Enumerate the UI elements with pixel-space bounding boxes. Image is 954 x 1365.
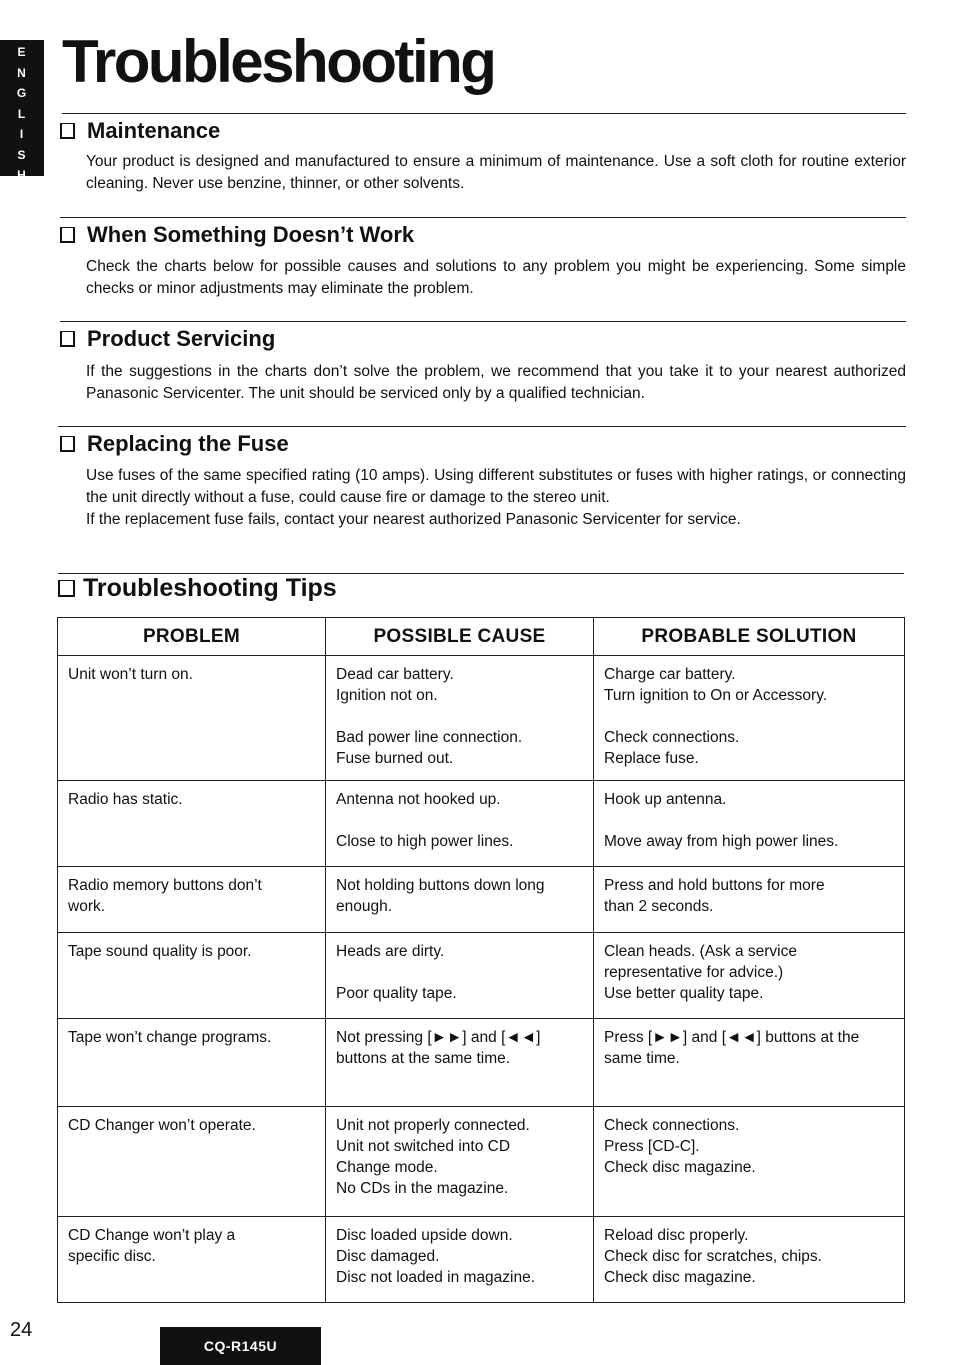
cause-cell bbox=[326, 1107, 594, 1217]
solution-cell bbox=[594, 933, 905, 1019]
problem-text: Tape sound quality is poor. bbox=[68, 943, 252, 960]
solution-text: Use better quality tape. bbox=[604, 985, 764, 1002]
language-letter: S bbox=[17, 147, 27, 162]
section-divider bbox=[58, 426, 906, 427]
solution-cell bbox=[594, 781, 905, 867]
solution-cell bbox=[594, 1217, 905, 1303]
solution-text: Turn ignition to On or Accessory. bbox=[604, 687, 828, 704]
problem-cell bbox=[58, 781, 326, 867]
problem-cell bbox=[58, 867, 326, 933]
solution-text: Move away from high power lines. bbox=[604, 833, 839, 850]
maintenance-heading-text: Maintenance bbox=[87, 118, 221, 143]
solution-text: Check disc magazine. bbox=[604, 1159, 756, 1176]
problem-text: Radio memory buttons don’t bbox=[68, 877, 262, 894]
solution-cell bbox=[594, 1107, 905, 1217]
table-row bbox=[58, 1217, 905, 1303]
troubleshooting-tips-heading-text: Troubleshooting Tips bbox=[83, 574, 337, 602]
solution-cell bbox=[594, 656, 905, 781]
problem-cell bbox=[58, 656, 326, 781]
replacing-the-fuse-heading-text: Replacing the Fuse bbox=[87, 431, 289, 456]
language-tab bbox=[0, 40, 44, 182]
table-row bbox=[58, 781, 905, 867]
table-row bbox=[58, 1107, 905, 1217]
troubleshooting-tips-heading bbox=[58, 574, 337, 603]
cause-text: No CDs in the magazine. bbox=[336, 1180, 509, 1197]
problem-cell bbox=[58, 1107, 326, 1217]
language-letter: I bbox=[19, 127, 25, 141]
cause-text: Ignition not on. bbox=[336, 687, 438, 704]
cause-text: Close to high power lines. bbox=[336, 833, 514, 850]
solution-text: Replace fuse. bbox=[604, 750, 699, 767]
cause-text: Not holding buttons down long bbox=[336, 877, 545, 894]
cause-text: Fuse burned out. bbox=[336, 750, 454, 767]
solution-text: Check disc magazine. bbox=[604, 1269, 756, 1286]
checkbox-square-icon bbox=[60, 436, 75, 452]
replacing-the-fuse-body-note: If the replacement fuse fails, contact your nearest authorized Panasonic Servicenter for service. bbox=[86, 511, 741, 528]
maintenance-heading bbox=[60, 118, 220, 144]
table-row bbox=[58, 867, 905, 933]
problem-text: Radio has static. bbox=[68, 791, 183, 808]
solution-text: Press [►►] and [◄◄] buttons at the bbox=[604, 1029, 860, 1046]
section-divider bbox=[60, 217, 906, 218]
language-letter: E bbox=[17, 45, 27, 59]
cause-text: enough. bbox=[336, 898, 393, 915]
problem-cell bbox=[58, 1217, 326, 1303]
table-header-row bbox=[58, 618, 905, 656]
checkbox-square-icon bbox=[58, 580, 75, 597]
model-badge: CQ-R145U bbox=[160, 1327, 321, 1365]
problem-text: Tape won’t change programs. bbox=[68, 1029, 272, 1046]
language-letter: G bbox=[16, 86, 28, 100]
column-header-probable-solution: PROBABLE SOLUTION bbox=[594, 618, 905, 656]
solution-text: Reload disc properly. bbox=[604, 1227, 749, 1244]
solution-text: Clean heads. (Ask a service bbox=[604, 943, 797, 960]
product-servicing-heading-text: Product Servicing bbox=[87, 326, 276, 351]
problem-cell bbox=[58, 933, 326, 1019]
when-something-doesnt-work-body: Check the charts below for possible causes and solutions to any problem you might be experiencing. Some simple checks or minor adjustments may eliminate the problem. bbox=[86, 258, 906, 297]
checkbox-square-icon bbox=[60, 331, 75, 347]
cause-text: Bad power line connection. bbox=[336, 729, 523, 746]
column-header-possible-cause: POSSIBLE CAUSE bbox=[326, 618, 594, 656]
cause-text: buttons at the same time. bbox=[336, 1050, 511, 1067]
checkbox-square-icon bbox=[60, 227, 75, 243]
problem-text: work. bbox=[68, 898, 106, 915]
solution-text: Press and hold buttons for more bbox=[604, 877, 825, 894]
solution-text: Charge car battery. bbox=[604, 666, 736, 683]
cause-text: Unit not switched into CD bbox=[336, 1138, 511, 1155]
table-row bbox=[58, 1019, 905, 1107]
solution-text: same time. bbox=[604, 1050, 680, 1067]
cause-text: Disc damaged. bbox=[336, 1248, 440, 1265]
language-letter: N bbox=[17, 65, 27, 80]
column-header-problem: PROBLEM bbox=[58, 618, 326, 656]
cause-text: Disc loaded upside down. bbox=[336, 1227, 513, 1244]
cause-cell bbox=[326, 1217, 594, 1303]
cause-cell bbox=[326, 1019, 594, 1107]
cause-text: Not pressing [►►] and [◄◄] bbox=[336, 1029, 541, 1046]
cause-cell bbox=[326, 781, 594, 867]
table-row bbox=[58, 656, 905, 781]
cause-text: Change mode. bbox=[336, 1159, 438, 1176]
cause-text: Heads are dirty. bbox=[336, 943, 445, 960]
solution-text: Hook up antenna. bbox=[604, 791, 727, 808]
problem-text: specific disc. bbox=[68, 1248, 156, 1265]
problem-text: CD Changer won’t operate. bbox=[68, 1117, 256, 1134]
product-servicing-heading bbox=[60, 326, 275, 352]
table-row bbox=[58, 933, 905, 1019]
section-divider bbox=[62, 113, 906, 114]
cause-cell bbox=[326, 933, 594, 1019]
solution-cell bbox=[594, 867, 905, 933]
solution-text: Check disc for scratches, chips. bbox=[604, 1248, 822, 1265]
language-letter: H bbox=[17, 168, 27, 182]
cause-cell bbox=[326, 656, 594, 781]
solution-text: Press [CD-C]. bbox=[604, 1138, 700, 1155]
problem-text: Unit won’t turn on. bbox=[68, 666, 193, 683]
section-divider bbox=[60, 321, 906, 322]
cause-text: Dead car battery. bbox=[336, 666, 454, 683]
page-title: Troubleshooting bbox=[62, 28, 495, 95]
replacing-the-fuse-heading bbox=[60, 431, 289, 457]
product-servicing-body: If the suggestions in the charts don’t solve the problem, we recommend that you take it to your nearest authorized Panasonic Servicenter. The unit should be serviced only by a qualified technician. bbox=[86, 363, 906, 402]
cause-text: Unit not properly connected. bbox=[336, 1117, 530, 1134]
solution-text: than 2 seconds. bbox=[604, 898, 714, 915]
troubleshooting-table bbox=[57, 617, 905, 1303]
problem-cell bbox=[58, 1019, 326, 1107]
checkbox-square-icon bbox=[60, 123, 75, 139]
problem-text: CD Change won’t play a bbox=[68, 1227, 236, 1244]
when-something-doesnt-work-heading bbox=[60, 222, 414, 248]
replacing-the-fuse-body: Use fuses of the same specified rating (10 amps). Using different substitutes or fuses with higher ratings, or connecting the unit directly without a fuse, could cause fire or damage to the stereo unit. bbox=[86, 467, 906, 506]
page-number: 24 bbox=[10, 1319, 33, 1341]
maintenance-body: Your product is designed and manufactured to ensure a minimum of maintenance. Use a soft cloth for routine exterior cleaning. Never use benzine, thinner, or other solvents. bbox=[86, 153, 906, 192]
solution-text: Check connections. bbox=[604, 729, 740, 746]
language-letter: L bbox=[17, 106, 27, 121]
cause-text: Disc not loaded in magazine. bbox=[336, 1269, 536, 1286]
cause-text: Poor quality tape. bbox=[336, 985, 457, 1002]
solution-text: representative for advice.) bbox=[604, 964, 784, 981]
cause-text: Antenna not hooked up. bbox=[336, 791, 501, 808]
when-something-doesnt-work-heading-text: When Something Doesn’t Work bbox=[87, 222, 415, 247]
solution-text: Check connections. bbox=[604, 1117, 740, 1134]
solution-cell bbox=[594, 1019, 905, 1107]
cause-cell bbox=[326, 867, 594, 933]
